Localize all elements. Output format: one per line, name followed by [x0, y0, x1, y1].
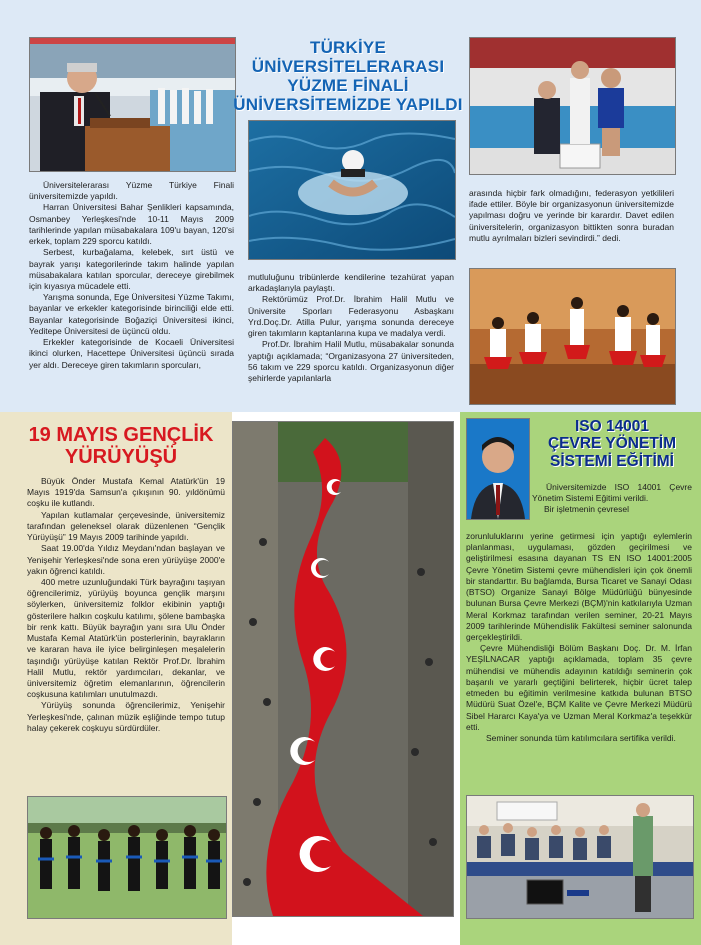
folklore-team-photo [27, 796, 227, 919]
youth-paragraph: Yapılan kutlamalar çerçevesinde, üniversitemiz tarafından geleneksel olarak düzenlenen “Gençlik Yürüyüşü” 19 Mayıs 2009 tarihinde yapıldı. [27, 509, 225, 543]
youth-paragraph: 400 metre uzunluğundaki Türk bayrağını taşıyan öğrencilerimiz, yürüyüş boyunca gençlik marşını söylerken, üniversitemiz folklor ekibinin yaptığı gösterilere halkın coşkulu katılımı, şölene bambaşka bir renk kattı. Büyük bayrağın yanı sıra Ulu Önder Mustafa Kemal Atatürk'ün posterlerinin, bayrakların ve kararan hava ile iyice belirginleşen meşalelerin taşındığı yürüyüşe katılan Rektör Prof.Dr. İbrahim Halil Mutlu, rektör yardımcıları, dekanlar, ve üniversitemiz öğretim elemanlarının, öğrencilerin coşkusuna katılımları unutulmazdı. [27, 576, 225, 700]
iso-paragraph: zorunluluklarını yerine getirmesi için yaptığı eylemlerin planlanması, uygulaması, gözden geçirilmesi ve geliştirilmesi esasına dayanan TS EN ISO 14001:2005 Çevre Yönetim Sistemi çevre mühendisleri için çok önemli bir standarttır. Bu bağlamda, Bursa Ticaret ve Sanayi Odası (BTSO) Organize Sanayi Bölge Müdürlüğü bünyesinde bulunan Bursa Çevre Merkezi (BÇM)'nin katkılarıyla Uzman Meral Korkmaz tarafından verilen seminer, 20-21 Mayıs 2009 tarihlerinde Mühendislik Fakültesi seminer salonunda gerçekleştirildi. [466, 531, 692, 642]
swim-headline-line-2: YÜZME FİNALİ [287, 76, 409, 96]
swim-column-2 [248, 272, 454, 384]
swim-col3-paragraph: arasında hiçbir fark olmadığını, federasyon yetkilileri ifade ettiler. Böyle bir organizasyonun üniversitemizde yapılması doğru ve yerinde bir karardır. Davet edilen üniversitelerin, organizasyon bittikten sonra buradan mutlu ayrılmaları bizleri sevindirdi.” dedi. [469, 188, 674, 243]
rector-speech-photo [29, 37, 236, 172]
giant-flag-march-photo [232, 421, 454, 917]
swim-headline [232, 38, 464, 114]
youth-headline [20, 424, 222, 469]
swim-col1-paragraph: Erkekler kategorisinde de Kocaeli Üniversitesi ikinci olurken, Hacettepe Üniversitesi üçüncü sırada yer aldı. Dereceye giren takımların sporcuları, [29, 337, 234, 370]
youth-paragraph: Yürüyüş sonunda öğrencilerimiz, Yenişehir Yerleşkesi'nde, çalınan müzik eşliğinde tempo tutup halay çekerek coşkuyu sürdürdüler. [27, 700, 225, 733]
iso-headline-line-1: ISO 14001 [574, 418, 650, 435]
iso-intro-paragraph: Bir işletmenin çevresel [544, 504, 630, 515]
department-head-portrait [466, 418, 530, 520]
swim-col1-paragraph: Yarışma sonunda, Ege Üniversitesi Yüzme Takımı, bayanlar ve erkekler kategorisinde birinciliği elde etti. Bayanlar kategorisinde Boğaziçi Üniversitesi ikinci, Yeditepe Üniversitesi de üçüncü oldu. [29, 292, 234, 336]
iso-intro [532, 482, 692, 516]
iso-headline-line-2: ÇEVRE YÖNETİM [547, 435, 677, 453]
swim-column-1 [29, 180, 234, 371]
swim-col1-paragraph: Harran Üniversitesi Bahar Şenlikleri kapsamında, Osmanbey Yerleşkesi'nde 10-11 Mayıs 2009 tarihlerinde yapılan müsabakalara 109'u bayan, 120'si erkek, toplam 229 sporcu katıldı. [29, 202, 234, 247]
iso-article [466, 531, 692, 744]
swimmer-photo [248, 120, 456, 260]
swim-col1-paragraph: Üniversitelerarası Yüzme Türkiye Finali üniversitemizde yapıldı. [29, 180, 234, 202]
swim-headline-line-1: TÜRKİYE ÜNİVERSİTELERARASI [251, 38, 445, 77]
youth-article [27, 476, 225, 734]
iso-paragraph: Çevre Mühendisliği Bölüm Başkanı Doç. Dr. M. İrfan YEŞİLNACAR yaptığı açıklamada, toplam 35 çevre mühendisi ve mühendis adayının katıldığı seminerin çok başarılı ve yararlı geçtiğini belirterek, hiçbir ücret talep etmeden bu eğitimin verilmesine katkıda bulunan BTSO Müdürü Suat Özel'e, BÇM Kalite ve Çevre Merkezi Müdürü Sibel Hararcı Kaya'ya ve Uzman Meral Korkmaz'a teşekkür etti. [466, 643, 692, 732]
iso-paragraph: Seminer sonunda tüm katılımcılara sertifika verildi. [486, 732, 676, 743]
swim-col2-paragraph: Prof.Dr. İbrahim Halil Mutlu, müsabakalar sonunda yaptığı açıklamada; “Organizasyona 27 üniversiteden, 56 takım ve 229 sporcu katıldı. Organizasyonun diğer şehirlerde yapılanlarla [248, 339, 454, 383]
youth-paragraph: Büyük Önder Mustafa Kemal Atatürk'ün 19 Mayıs 1919'da Samsun'a çıkışının 90. yıldönümü coşku ile kutlandı. [27, 476, 225, 509]
swim-col2-paragraph: Rektörümüz Prof.Dr. İbrahim Halil Mutlu ve Üniversite Sporları Federasyonu Asbaşkanı Yrd.Doç.Dr. Atilla Pulur, yarışma sonunda dereceye giren takımların kaptanlarına kupa ve madalya verdi. [248, 294, 454, 339]
swim-headline-line-3: ÜNİVERSİTEMİZDE YAPILDI [233, 95, 463, 115]
youth-headline-line-2: YÜRÜYÜŞÜ [64, 446, 178, 469]
folk-dancers-photo [469, 268, 676, 405]
youth-headline-line-1: 19 MAYIS GENÇLİK [28, 424, 214, 446]
youth-paragraph: Saat 19.00'da Yıldız Meydanı'ndan başlayan ve Yenişehir Yerleşkesi'nde sona eren yürüyüşe 2000'e yakın öğrenci katıldı. [27, 543, 225, 576]
swim-col1-paragraph: Serbest, kurbağalama, kelebek, sırt üstü ve bayrak yarışı kategorilerinde takım halinde yapılan müsabakalara katılan sporcular, dereceye girebilmek için kıyasıya mücadele etti. [29, 247, 234, 291]
swim-column-3 [469, 188, 674, 244]
iso-intro-paragraph: Üniversitemizde ISO 14001 Çevre Yönetim Sistemi Eğitimi verildi. [532, 482, 692, 504]
medal-ceremony-photo [469, 37, 676, 175]
iso-headline-line-3: SİSTEMİ EĞİTİMİ [549, 452, 674, 470]
iso-headline [532, 418, 692, 470]
swim-col2-paragraph: mutluluğunu tribünlerde kendilerine tezahürat yapan arkadaşlarıyla paylaştı. [248, 272, 454, 294]
seminar-classroom-photo [466, 795, 694, 919]
